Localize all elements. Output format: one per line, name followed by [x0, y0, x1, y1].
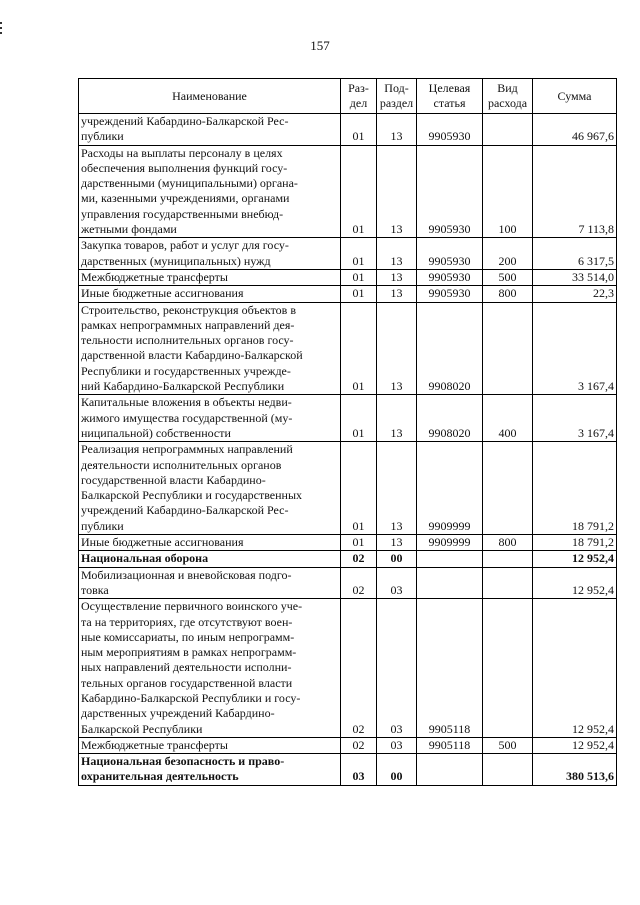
row-amount: 12 952,4 [533, 551, 617, 567]
table-row [79, 395, 617, 442]
row-name: Мобилизационная и вневойсковая подго- товка [79, 567, 341, 599]
row-expense-type [483, 114, 533, 146]
table-header-row [79, 79, 617, 114]
row-amount: 22,3 [533, 286, 617, 302]
header-subsection: Под- раздел [377, 79, 417, 114]
table-row [79, 535, 617, 551]
row-name: Осуществление первичного воинского уче- та на территориях, где отсутствуют воен- ные комиссариаты, по иным непрограмм- ным мероприятиям в рамках непрограмм- ных направлений деятельности исполни- тельных органов государственной власти Кабардино-Балкарской Республики и госу- дарственных учреждений Кабардино- Балкарской Республики [79, 599, 341, 738]
row-target: 9905118 [417, 737, 483, 753]
row-amount: 7 113,8 [533, 145, 617, 238]
row-expense-type: 500 [483, 737, 533, 753]
header-target: Целевая статья [417, 79, 483, 114]
row-expense-type [483, 754, 533, 786]
table-row [79, 567, 617, 599]
row-section: 01 [341, 269, 377, 285]
row-expense-type: 800 [483, 286, 533, 302]
row-subsection: 13 [377, 269, 417, 285]
row-amount: 18 791,2 [533, 535, 617, 551]
row-subsection: 00 [377, 551, 417, 567]
row-section: 01 [341, 395, 377, 442]
row-amount: 3 167,4 [533, 395, 617, 442]
row-subsection: 13 [377, 238, 417, 270]
row-target: 9905930 [417, 145, 483, 238]
row-target [417, 754, 483, 786]
header-amount: Сумма [533, 79, 617, 114]
row-section: 01 [341, 535, 377, 551]
row-expense-type: 500 [483, 269, 533, 285]
header-name: Наименование [79, 79, 341, 114]
row-amount: 12 952,4 [533, 567, 617, 599]
row-expense-type [483, 551, 533, 567]
row-section: 01 [341, 302, 377, 395]
row-amount: 3 167,4 [533, 302, 617, 395]
header-expense-type: Вид расхода [483, 79, 533, 114]
row-name: Капитальные вложения в объекты недви- жимого имущества государственной (му- ниципальной) собственности [79, 395, 341, 442]
row-subsection: 13 [377, 114, 417, 146]
row-section: 01 [341, 145, 377, 238]
row-section: 02 [341, 599, 377, 738]
table-row [79, 599, 617, 738]
row-amount: 12 952,4 [533, 599, 617, 738]
row-expense-type: 800 [483, 535, 533, 551]
header-section: Раз- дел [341, 79, 377, 114]
row-target: 9905118 [417, 599, 483, 738]
row-target: 9905930 [417, 114, 483, 146]
row-expense-type: 400 [483, 395, 533, 442]
row-target: 9908020 [417, 395, 483, 442]
row-name: Закупка товаров, работ и услуг для госу- дарственных (муниципальных) нужд [79, 238, 341, 270]
table-row [79, 442, 617, 535]
row-amount: 33 514,0 [533, 269, 617, 285]
row-subsection: 13 [377, 302, 417, 395]
row-section: 01 [341, 238, 377, 270]
row-subsection: 13 [377, 395, 417, 442]
row-target [417, 567, 483, 599]
row-amount: 18 791,2 [533, 442, 617, 535]
page-number: 157 [310, 38, 330, 53]
table-row [79, 551, 617, 567]
table-row [79, 737, 617, 753]
row-subsection: 13 [377, 286, 417, 302]
row-expense-type [483, 599, 533, 738]
row-amount: 6 317,5 [533, 238, 617, 270]
row-name: Иные бюджетные ассигнования [79, 535, 341, 551]
row-name: Национальная безопасность и право- охранительная деятельность [79, 754, 341, 786]
table-row [79, 238, 617, 270]
row-name: Межбюджетные трансферты [79, 737, 341, 753]
row-subsection: 13 [377, 535, 417, 551]
row-subsection: 13 [377, 145, 417, 238]
row-target: 9905930 [417, 286, 483, 302]
row-amount: 46 967,6 [533, 114, 617, 146]
budget-table [78, 78, 617, 786]
row-name: Межбюджетные трансферты [79, 269, 341, 285]
row-name: учреждений Кабардино-Балкарской Рес- публики [79, 114, 341, 146]
row-section: 01 [341, 286, 377, 302]
row-subsection: 13 [377, 442, 417, 535]
row-amount: 12 952,4 [533, 737, 617, 753]
row-name: Иные бюджетные ассигнования [79, 286, 341, 302]
row-section: 02 [341, 737, 377, 753]
table-row [79, 114, 617, 146]
row-section: 02 [341, 551, 377, 567]
row-expense-type [483, 302, 533, 395]
table-row [79, 302, 617, 395]
table-row [79, 269, 617, 285]
row-target: 9905930 [417, 269, 483, 285]
row-subsection: 03 [377, 737, 417, 753]
row-name: Национальная оборона [79, 551, 341, 567]
row-expense-type: 200 [483, 238, 533, 270]
row-expense-type: 100 [483, 145, 533, 238]
row-subsection: 00 [377, 754, 417, 786]
row-subsection: 03 [377, 599, 417, 738]
row-target: 9905930 [417, 238, 483, 270]
row-section: 03 [341, 754, 377, 786]
row-target: 9909999 [417, 535, 483, 551]
row-name: Реализация непрограммных направлений деятельности исполнительных органов государственной власти Кабардино- Балкарской Республики и государственных учреждений Кабардино-Балкарской Рес- публики [79, 442, 341, 535]
row-target: 9908020 [417, 302, 483, 395]
row-section: 02 [341, 567, 377, 599]
table-row [79, 286, 617, 302]
row-subsection: 03 [377, 567, 417, 599]
row-name: Строительство, реконструкция объектов в рамках непрограммных направлений дея- тельности исполнительных органов госу- дарственной власти Кабардино-Балкарской Республики и государственных учрежде- ний Кабардино-Балкарской Республики [79, 302, 341, 395]
row-target: 9909999 [417, 442, 483, 535]
row-section: 01 [341, 114, 377, 146]
row-expense-type [483, 442, 533, 535]
row-name: Расходы на выплаты персоналу в целях обеспечения выполнения функций госу- дарственными (муниципальными) органа- ми, казенными учреждениями, органами управления государственными внебюд- жетными фондами [79, 145, 341, 238]
row-section: 01 [341, 442, 377, 535]
row-amount: 380 513,6 [533, 754, 617, 786]
table-row [79, 145, 617, 238]
row-expense-type [483, 567, 533, 599]
margin-mark [0, 22, 3, 34]
table-row [79, 754, 617, 786]
row-target [417, 551, 483, 567]
